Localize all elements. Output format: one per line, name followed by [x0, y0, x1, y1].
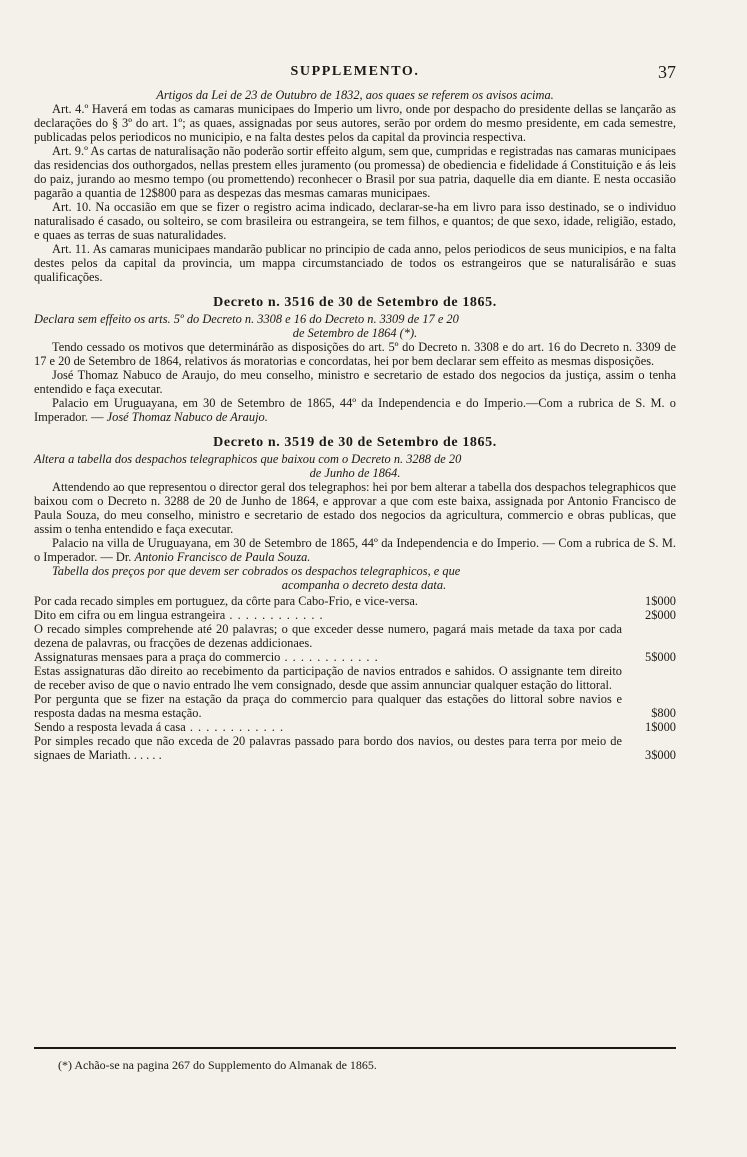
price-table-heading-line2: acompanha o decreto desta data. — [281, 578, 447, 592]
price-table — [34, 594, 676, 762]
article-11: Art. 11. As camaras municipaes mandarão publicar no principio de cada anno, pelos periodicos de seus municipios, e na falta destes pelos da capital da provincia, um mappa circumstanciado de todos os estrangeiros que se naturalisárão e suas qualificações. — [34, 242, 676, 284]
decree-3516-signature: José Thomaz Nabuco de Araujo. — [106, 410, 268, 424]
price-row-value: 3$000 — [645, 748, 676, 762]
price-row-description — [34, 650, 628, 664]
price-row — [34, 622, 676, 650]
price-row-value: 1$000 — [645, 720, 676, 734]
leader-dots — [186, 720, 284, 734]
price-row-description: Por cada recado simples em portuguez, da côrte para Cabo-Frio, e vice-versa. — [34, 594, 418, 608]
decree-3516-summary-line1: Declara sem effeito os arts. 5º do Decreto n. 3308 e 16 do Decreto n. 3309 de 17 e 20 — [34, 312, 459, 326]
running-title: SUPPLEMENTO. — [290, 64, 420, 79]
decree-3519-summary-line2: de Junho de 1864. — [309, 466, 401, 480]
price-row — [34, 650, 676, 664]
price-row-description: O recado simples comprehende até 20 palavras; o que exceder desse numero, pagará mais metade da taxa por cada dezena de palavras, ou fracções de dezenas addicionaes. — [34, 622, 622, 650]
price-row-description: Por simples recado que não exceda de 20 palavras passado para bordo dos navios, ou destes para terra por meio de signaes de Mariath. . . . . . — [34, 734, 622, 762]
decree-3519-closing — [34, 536, 676, 564]
decree-3516-minister: José Thomaz Nabuco de Araujo, do meu conselho, ministro e secretario de estado dos negocios da justiça, assim o tenha entendido e faça executar. — [34, 368, 676, 396]
decree-3516-closing-text: Palacio em Uruguayana, em 30 de Setembro de 1865, 44º da Independencia e do Imperio.—Com a rubrica de S. M. o Imperador. — — [34, 396, 676, 424]
decree-3519-body: Attendendo ao que representou o director geral dos telegraphos: hei por bem alterar a tabella dos despachos telegraphicos que baixou com o Decreto n. 3288 de 20 de Junho de 1864, e approvar a que com este baixa, assignada por Antonio Francisco de Paula Souza, do meu conselho, ministro e secretario de estado dos negocios da agricultura, commercio e obras publicas, que assim o tenha entendido e faça executar. — [34, 480, 676, 536]
price-row-description — [34, 720, 628, 734]
price-row-value: $800 — [651, 706, 676, 720]
price-row-description-text: Sendo a resposta levada á casa — [34, 720, 186, 734]
decree-3516-closing — [34, 396, 676, 424]
price-row — [34, 692, 676, 720]
decree-3519-title: Decreto n. 3519 de 30 de Setembro de 1865. — [213, 435, 497, 450]
price-row-value — [628, 664, 676, 692]
leader-dots — [225, 608, 323, 622]
article-4: Art. 4.º Haverá em todas as camaras municipaes do Imperio um livro, onde por despacho do presidente dellas se lançarão as declarações do § 3º do art. 1º; as quaes, assignadas por seus autores, serão por ordem do mesmo presidente, em cada semestre, publicadas pelos periodicos no municipio, e na falta destes pelos da capital da provincia respectiva. — [34, 102, 676, 144]
footnote: (*) Achão-se na pagina 267 do Supplemento do Almanak de 1865. — [58, 1058, 377, 1072]
decree-3516-body: Tendo cessado os motivos que determinárão as disposições do art. 5º do Decreto n. 3308 e do art. 16 do Decreto n. 3309 de 17 e 20 de Setembro de 1864, relativos ás moratorias e concordatas, hei por bem declarar sem effeito as mesmas disposições. — [34, 340, 676, 368]
price-table-heading-line1: Tabella dos preços por que devem ser cobrados os despachos telegraphicos, e que — [52, 564, 461, 578]
price-row-value — [628, 622, 676, 650]
law-articles-heading: Artigos da Lei de 23 de Outubro de 1832, aos quaes se referem os avisos acima. — [156, 88, 554, 102]
article-10: Art. 10. Na occasião em que se fizer o registro acima indicado, declarar-se-ha em livro para isso destinado, se o individuo naturalisado é casado, ou solteiro, se com brasileira ou estrangeira, se tem filhos, e quantos; de que sexo, idade, religião, estado, e quaes as terras de suas naturalidades. — [34, 200, 676, 242]
decree-3519-closing-text: Palacio na villa de Uruguayana, em 30 de Setembro de 1865, 44º da Independencia e do Imperio. — Com a rubrica de S. M. o Imperador. — Dr. — [34, 536, 676, 564]
decree-3519-signature: Antonio Francisco de Paula Souza. — [134, 550, 311, 564]
price-row-description-text: Dito em cifra ou em lingua estrangeira — [34, 608, 226, 622]
price-row-value: 5$000 — [645, 650, 676, 664]
page-content — [34, 88, 676, 762]
decree-3516-title: Decreto n. 3516 de 30 de Setembro de 1865. — [213, 295, 497, 310]
decree-3519-summary-line1: Altera a tabella dos despachos telegraphicos que baixou com o Decreto n. 3288 de 20 — [34, 452, 462, 466]
decree-3519-summary — [34, 452, 676, 480]
price-row — [34, 608, 676, 622]
article-9: Art. 9.º As cartas de naturalisação não poderão sortir effeito algum, sem que, cumpridas e registradas nas camaras municipaes das residencias dos outhorgados, nellas prestem elles juramento (ou promessa) de obediencia e fidelidade á Constituição e ás leis do paiz, jurando ao mesmo tempo (ou promettendo) reconhecer o Brasil por sua patria, daquelle dia em diante. E nesta occasião pagarão a quantia de 12$800 para as despezas das mesmas camaras municipaes. — [34, 144, 676, 200]
decree-3516-summary-line2: de Setembro de 1864 (*). — [292, 326, 418, 340]
price-row-value: 2$000 — [645, 608, 676, 622]
price-row — [34, 594, 676, 608]
price-row — [34, 720, 676, 734]
decree-3516-summary — [34, 312, 676, 340]
price-row-value: 1$000 — [645, 594, 676, 608]
price-row-description: Estas assignaturas dão direito ao recebimento da participação de navios entrados e sahidos. O assignante tem direito de receber aviso de que o navio entrado lhe vem consignado, desde que assim annunciar qualquer estação do littoral. — [34, 664, 622, 692]
price-row — [34, 664, 676, 692]
page-number: 37 — [658, 62, 676, 82]
price-row — [34, 734, 676, 762]
leader-dots — [280, 650, 378, 664]
page-header — [34, 58, 676, 82]
price-row-description-text: Assignaturas mensaes para a praça do commercio — [34, 650, 281, 664]
footnote-divider — [34, 1047, 676, 1049]
price-table-heading — [34, 564, 676, 592]
price-row-description — [34, 608, 628, 622]
price-row-description: Por pergunta que se fizer na estação da praça do commercio para qualquer das estações do littoral sobre navios e resposta dadas na mesma estação. — [34, 692, 622, 720]
